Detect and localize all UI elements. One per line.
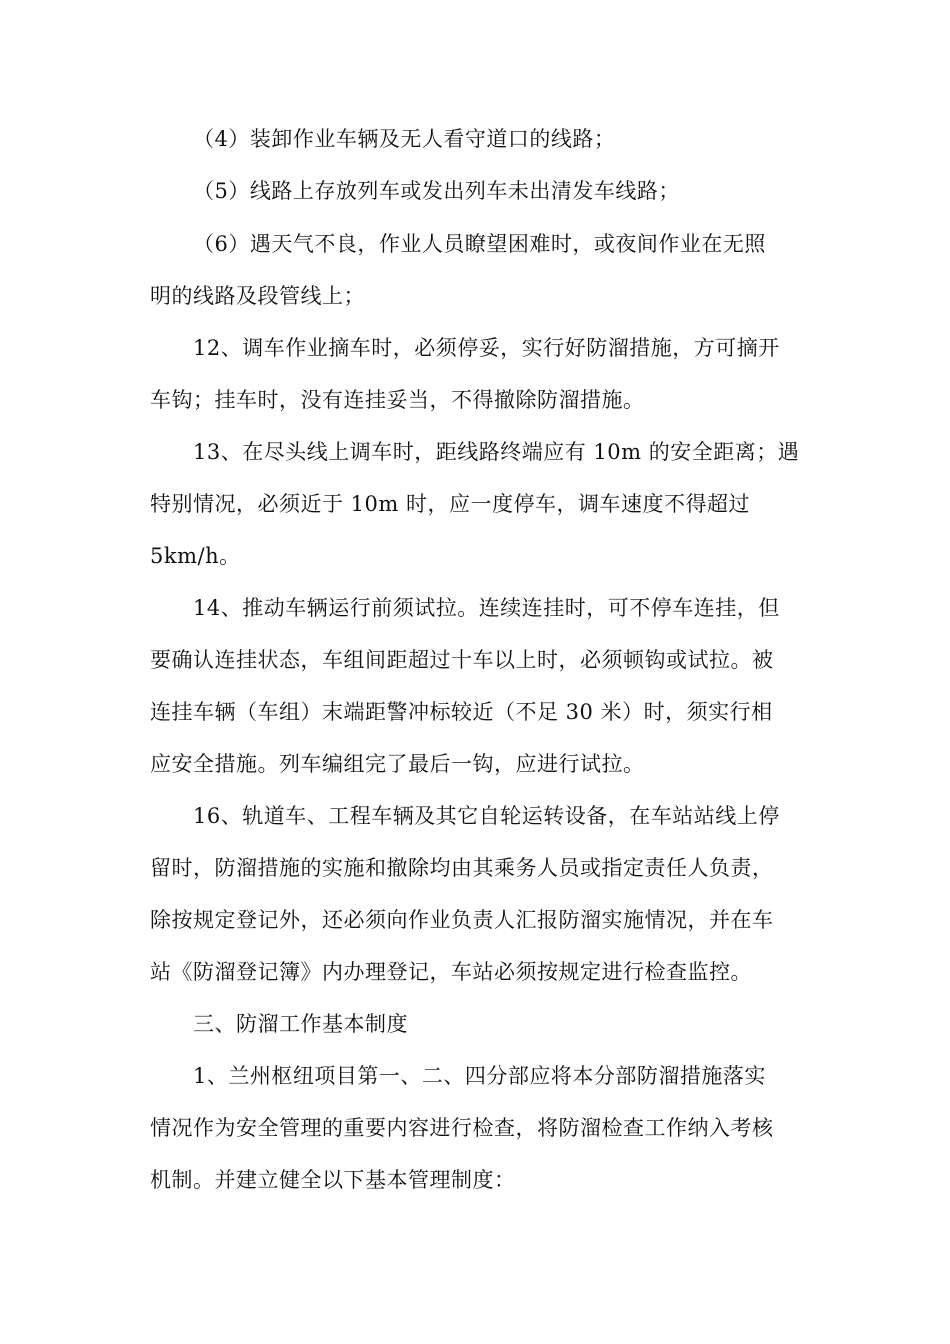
text-line: 16、轨道车、工程车辆及其它自轮运转设备，在车站站线上停: [193, 804, 780, 828]
text-line: 14、推动车辆运行前须试拉。连续连挂时，可不停车连挂，但: [193, 596, 780, 620]
text-line: 应安全措施。列车编组完了最后一钩，应进行试拉。: [150, 752, 645, 776]
text-line: （6）遇天气不良，作业人员瞭望困难时，或夜间作业在无照: [193, 232, 766, 256]
text-line: 13、在尽头线上调车时，距线路终端应有 10m 的安全距离；遇: [193, 440, 800, 464]
text-line: 特别情况，必须近于 10m 时，应一度停车，调车速度不得超过: [150, 492, 750, 516]
text-line: 要确认连挂状态，车组间距超过十车以上时，必须顿钩或试拉。被: [150, 648, 774, 672]
text-line: （4）装卸作业车辆及无人看守道口的线路；: [193, 127, 616, 151]
text-line: 连挂车辆（车组）末端距警冲标较近（不足 30 米）时，须实行相: [150, 700, 773, 724]
text-line: 车钩；挂车时，没有连挂妥当，不得撤除防溜措施。: [150, 388, 645, 412]
text-line: 1、兰州枢纽项目第一、二、四分部应将本分部防溜措施落实: [193, 1064, 766, 1088]
text-line: 明的线路及段管线上；: [150, 284, 365, 308]
section-heading: 三、防溜工作基本制度: [193, 1012, 408, 1036]
text-line: 12、调车作业摘车时，必须停妥，实行好防溜措施，方可摘开: [193, 336, 780, 360]
text-line: 5km/h。: [150, 544, 241, 568]
text-line: 机制。并建立健全以下基本管理制度：: [150, 1168, 516, 1192]
text-line: （5）线路上存放列车或发出列车未出清发车线路；: [193, 179, 680, 203]
text-line: 除按规定登记外，还必须向作业负责人汇报防溜实施情况，并在车: [150, 908, 774, 932]
text-line: 留时，防溜措施的实施和撤除均由其乘务人员或指定责任人负责，: [150, 856, 774, 880]
text-line: 情况作为安全管理的重要内容进行检查，将防溜检查工作纳入考核: [150, 1116, 774, 1140]
text-line: 站《防溜登记簿》内办理登记，车站必须按规定进行检查监控。: [150, 960, 752, 984]
